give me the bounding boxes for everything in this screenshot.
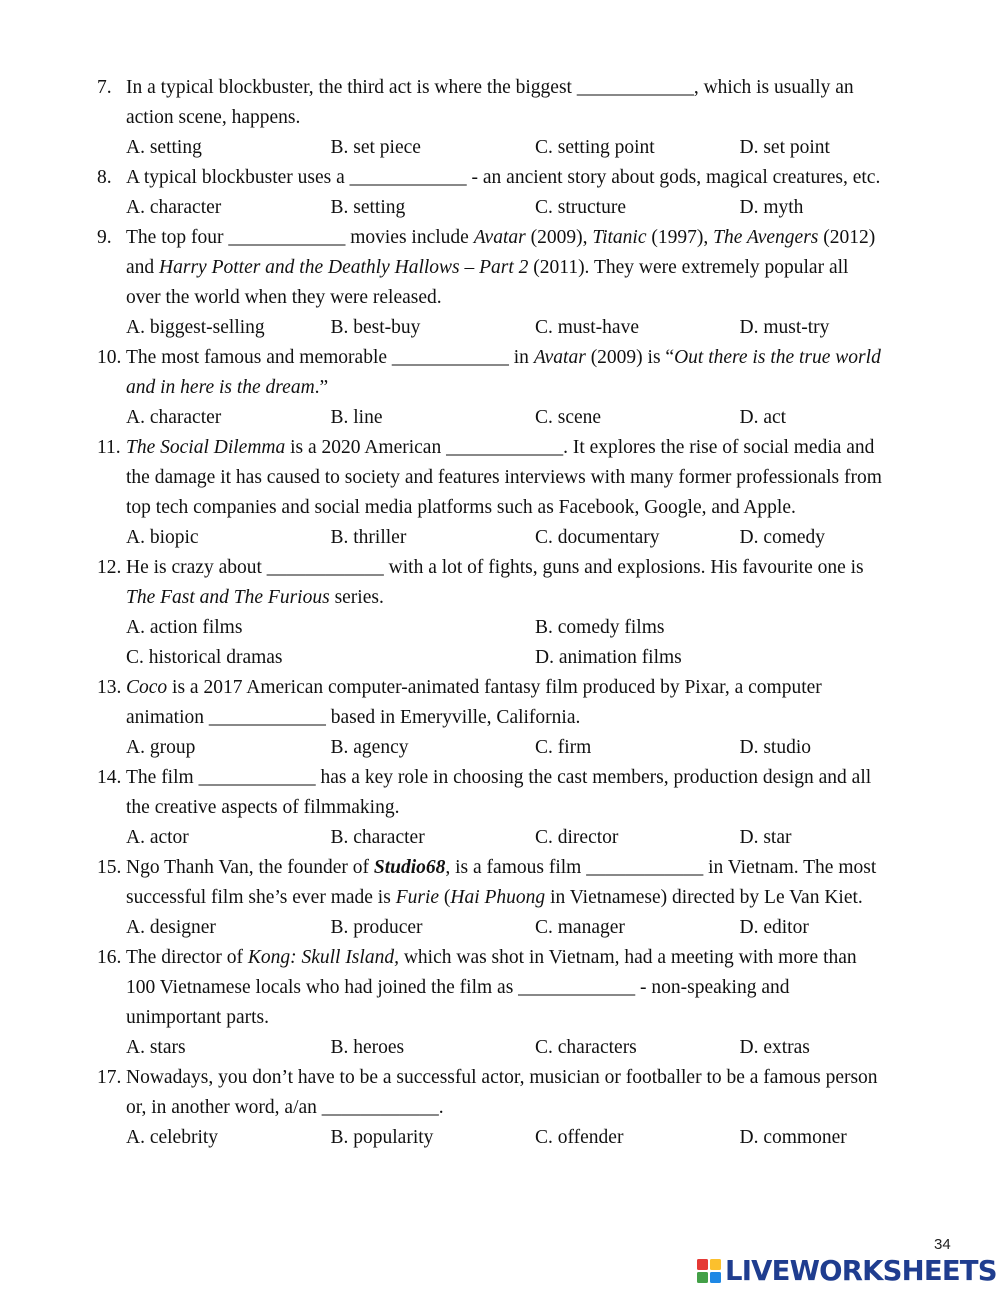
question-text xyxy=(126,287,442,308)
answer-option[interactable]: D. must-try xyxy=(739,317,830,338)
question-stem-line xyxy=(97,793,957,823)
question-number: 10. xyxy=(97,347,122,368)
answer-option[interactable]: D. studio xyxy=(739,737,812,758)
question-list xyxy=(97,73,957,1153)
answer-option[interactable]: D. myth xyxy=(739,197,804,218)
question-text xyxy=(126,853,876,883)
answer-option[interactable]: C. firm xyxy=(535,737,592,758)
answer-option[interactable]: C. manager xyxy=(535,917,625,938)
text-segment: Nowadays, you don’t have to be a successful actor, musician or footballer to be a famous person xyxy=(126,1067,878,1088)
answer-option[interactable]: A. group xyxy=(126,737,196,758)
italic-title: The Fast and The Furious xyxy=(126,587,330,608)
question-item xyxy=(97,433,957,553)
answer-option[interactable]: D. comedy xyxy=(739,527,826,548)
text-segment: The director of xyxy=(126,947,248,968)
text-segment: which was shot in Vietnam xyxy=(398,947,615,968)
text-segment: (2011). They were extremely popular all xyxy=(528,257,849,278)
question-text xyxy=(126,223,875,253)
answer-option[interactable]: A. actor xyxy=(126,827,189,848)
question-stem-line xyxy=(97,1063,957,1093)
answer-option[interactable]: D. editor xyxy=(739,917,809,938)
text-segment: unimportant parts. xyxy=(126,1007,269,1028)
question-item xyxy=(97,853,957,943)
answer-option[interactable]: C. must-have xyxy=(535,317,639,338)
question-stem-line xyxy=(97,223,957,253)
question-text xyxy=(126,887,863,908)
answer-option[interactable]: A. biggest-selling xyxy=(126,317,265,338)
question-text xyxy=(126,163,880,193)
question-text xyxy=(126,343,881,373)
page-number: 34 xyxy=(934,1236,951,1253)
answer-option[interactable]: A. celebrity xyxy=(126,1127,219,1148)
logo-square-green xyxy=(697,1272,708,1283)
question-item xyxy=(97,343,957,433)
answer-options xyxy=(97,613,957,643)
text-segment: The film ____________ has a key role in choosing the cast members, production design and all xyxy=(126,767,872,788)
question-item xyxy=(97,73,957,163)
question-item xyxy=(97,1063,957,1153)
answer-option[interactable]: B. set piece xyxy=(330,137,421,158)
text-segment: He is crazy about ____________ with a lot of fights, guns and explosions. His favourite one is xyxy=(126,557,864,578)
question-stem-line xyxy=(97,493,957,523)
italic-title: and in here is the dream xyxy=(126,377,315,398)
logo-square-red xyxy=(697,1259,708,1270)
answer-options xyxy=(97,523,957,553)
text-segment: (2012) xyxy=(818,227,876,248)
answer-options xyxy=(97,133,957,163)
answer-option[interactable]: B. agency xyxy=(330,737,409,758)
question-stem-line xyxy=(97,1003,957,1033)
question-text xyxy=(126,763,871,793)
text-segment: ( xyxy=(439,887,451,908)
question-number: 7. xyxy=(97,77,112,98)
text-segment: in Vietnamese) directed by Le Van Kiet. xyxy=(545,887,863,908)
question-text xyxy=(126,1007,269,1028)
question-number: 9. xyxy=(97,227,112,248)
question-text xyxy=(126,943,857,973)
text-segment: over the world when they were released. xyxy=(126,287,442,308)
answer-options xyxy=(97,403,957,433)
answer-option[interactable]: C. setting point xyxy=(535,137,655,158)
question-stem-line xyxy=(97,763,957,793)
question-text xyxy=(126,107,300,128)
question-number: 12. xyxy=(97,557,122,578)
answer-option[interactable]: C. scene xyxy=(535,407,602,428)
italic-title: The Social Dilemma xyxy=(126,437,286,458)
italic-title: , xyxy=(614,947,620,968)
question-stem-line xyxy=(97,883,957,913)
question-text xyxy=(126,707,580,728)
text-segment: series. xyxy=(329,587,384,608)
answer-options xyxy=(97,913,957,943)
answer-option[interactable]: C. offender xyxy=(535,1127,624,1148)
answer-option[interactable]: A. stars xyxy=(126,1037,186,1058)
question-number: 15. xyxy=(97,857,122,878)
answer-option[interactable]: D. star xyxy=(739,827,792,848)
answer-option[interactable]: D. set point xyxy=(739,137,830,158)
text-segment: successful film she’s ever made is xyxy=(126,887,396,908)
answer-options xyxy=(97,643,957,673)
answer-option[interactable]: C. historical dramas xyxy=(126,647,283,668)
question-text xyxy=(126,553,864,583)
text-segment: had a meeting with more than xyxy=(619,947,857,968)
question-item xyxy=(97,553,957,673)
text-segment: , is a famous film ____________ in Vietnam. The most xyxy=(445,857,877,878)
italic-title: Avatar xyxy=(533,347,586,368)
answer-option[interactable]: D. animation films xyxy=(535,647,682,668)
question-number: 14. xyxy=(97,767,122,788)
text-segment: (2009), xyxy=(525,227,593,248)
text-segment: A typical blockbuster uses a ____________ - an ancient story about gods, magical creatures, etc. xyxy=(126,167,881,188)
answer-option[interactable]: C. characters xyxy=(535,1037,637,1058)
question-text xyxy=(126,377,328,398)
question-stem-line xyxy=(97,163,957,193)
answer-option[interactable]: C. documentary xyxy=(535,527,660,548)
question-item xyxy=(97,223,957,343)
text-segment: top tech companies and social media platforms such as Facebook, Google, and Apple. xyxy=(126,497,796,518)
answer-option[interactable]: A. action films xyxy=(126,617,243,638)
answer-option[interactable]: B. thriller xyxy=(330,527,407,548)
question-number: 11. xyxy=(97,437,121,458)
question-text xyxy=(126,467,882,488)
brand-name: LIVEWORKSHEETS xyxy=(725,1255,997,1287)
answer-options xyxy=(97,823,957,853)
text-segment: The most famous and memorable ____________ in xyxy=(126,347,534,368)
text-segment: (2009) is “ xyxy=(585,347,675,368)
question-text xyxy=(126,673,822,703)
answer-option[interactable]: A. character xyxy=(126,197,222,218)
liveworksheets-brand[interactable] xyxy=(697,1256,997,1286)
answer-option[interactable]: A. setting xyxy=(126,137,202,158)
answer-options xyxy=(97,1123,957,1153)
answer-option[interactable]: B. producer xyxy=(330,917,423,938)
italic-title: The Avengers xyxy=(713,227,819,248)
answer-option[interactable]: D. commoner xyxy=(739,1127,847,1148)
text-segment: animation ____________ based in Emeryville, California. xyxy=(126,707,581,728)
question-stem-line xyxy=(97,283,957,313)
answer-option[interactable]: B. heroes xyxy=(330,1037,405,1058)
text-segment: action scene, happens. xyxy=(126,107,301,128)
liveworksheets-logo-icon xyxy=(697,1259,721,1283)
answer-option[interactable]: B. popularity xyxy=(330,1127,434,1148)
answer-options xyxy=(97,733,957,763)
answer-option[interactable]: B. best-buy xyxy=(330,317,421,338)
answer-option[interactable]: C. structure xyxy=(535,197,626,218)
answer-option[interactable]: B. setting xyxy=(330,197,406,218)
text-segment: is a 2020 American ____________. It explores the rise of social media and xyxy=(285,437,875,458)
answer-option[interactable]: D. act xyxy=(739,407,787,428)
italic-title: Kong: Skull Island, xyxy=(247,947,399,968)
answer-options xyxy=(97,193,957,223)
italic-title: Titanic xyxy=(592,227,647,248)
question-number: 16. xyxy=(97,947,122,968)
question-stem-line xyxy=(97,553,957,583)
answer-options xyxy=(97,313,957,343)
question-stem-line xyxy=(97,373,957,403)
italic-title: Furie xyxy=(395,887,440,908)
question-stem-line xyxy=(97,253,957,283)
italic-title: Coco xyxy=(126,677,168,698)
answer-option[interactable]: B. line xyxy=(330,407,383,428)
question-stem-line xyxy=(97,853,957,883)
text-segment: .” xyxy=(314,377,329,398)
question-text xyxy=(126,257,848,278)
question-text xyxy=(126,73,854,103)
answer-options xyxy=(97,1033,957,1063)
text-segment: The top four ____________ movies include xyxy=(126,227,474,248)
text-segment: (1997), xyxy=(646,227,714,248)
question-stem-line xyxy=(97,433,957,463)
logo-square-blue xyxy=(710,1272,721,1283)
question-stem-line xyxy=(97,343,957,373)
answer-option[interactable]: D. extras xyxy=(739,1037,810,1058)
italic-title: Hai Phuong xyxy=(450,887,546,908)
italic-title: Avatar xyxy=(473,227,526,248)
logo-square-yellow xyxy=(710,1259,721,1270)
answer-option[interactable]: B. character xyxy=(330,827,425,848)
text-segment: Ngo Thanh Van, the founder of xyxy=(126,857,374,878)
question-text xyxy=(126,1063,878,1093)
bold-italic-name: Studio68 xyxy=(373,857,446,878)
question-text xyxy=(126,797,399,818)
answer-option[interactable]: A. biopic xyxy=(126,527,199,548)
question-text xyxy=(126,587,384,608)
question-item xyxy=(97,763,957,853)
question-number: 17. xyxy=(97,1067,122,1088)
question-text xyxy=(126,977,790,998)
question-stem-line xyxy=(97,943,957,973)
answer-option[interactable]: B. comedy films xyxy=(535,617,665,638)
question-stem-line xyxy=(97,583,957,613)
question-item xyxy=(97,943,957,1063)
question-stem-line xyxy=(97,1093,957,1123)
question-stem-line xyxy=(97,973,957,1003)
text-segment: the damage it has caused to society and features interviews with many former professionals from xyxy=(126,467,882,488)
text-segment: is a 2017 American computer-animated fantasy film produced by Pixar, a computer xyxy=(167,677,822,698)
question-text xyxy=(126,1097,444,1118)
answer-option[interactable]: A. designer xyxy=(126,917,216,938)
question-number: 13. xyxy=(97,677,122,698)
answer-option[interactable]: A. character xyxy=(126,407,222,428)
question-stem-line xyxy=(97,463,957,493)
text-segment: or, in another word, a/an ____________. xyxy=(126,1097,444,1118)
question-text xyxy=(126,497,796,518)
question-text xyxy=(126,433,874,463)
text-segment: and xyxy=(126,257,160,278)
question-stem-line xyxy=(97,703,957,733)
question-stem-line xyxy=(97,73,957,103)
question-item xyxy=(97,673,957,763)
answer-option[interactable]: C. director xyxy=(535,827,619,848)
italic-title: Out there is the true world xyxy=(674,347,881,368)
question-item xyxy=(97,163,957,223)
italic-title: Harry Potter and the Deathly Hallows – Part 2 xyxy=(159,257,529,278)
text-segment: the creative aspects of filmmaking. xyxy=(126,797,400,818)
question-number: 8. xyxy=(97,167,112,188)
question-stem-line xyxy=(97,103,957,133)
text-segment: 100 Vietnamese locals who had joined the film as ____________ - non-speaking and xyxy=(126,977,790,998)
text-segment: In a typical blockbuster, the third act is where the biggest ____________, which is usually an xyxy=(126,77,854,98)
question-stem-line xyxy=(97,673,957,703)
